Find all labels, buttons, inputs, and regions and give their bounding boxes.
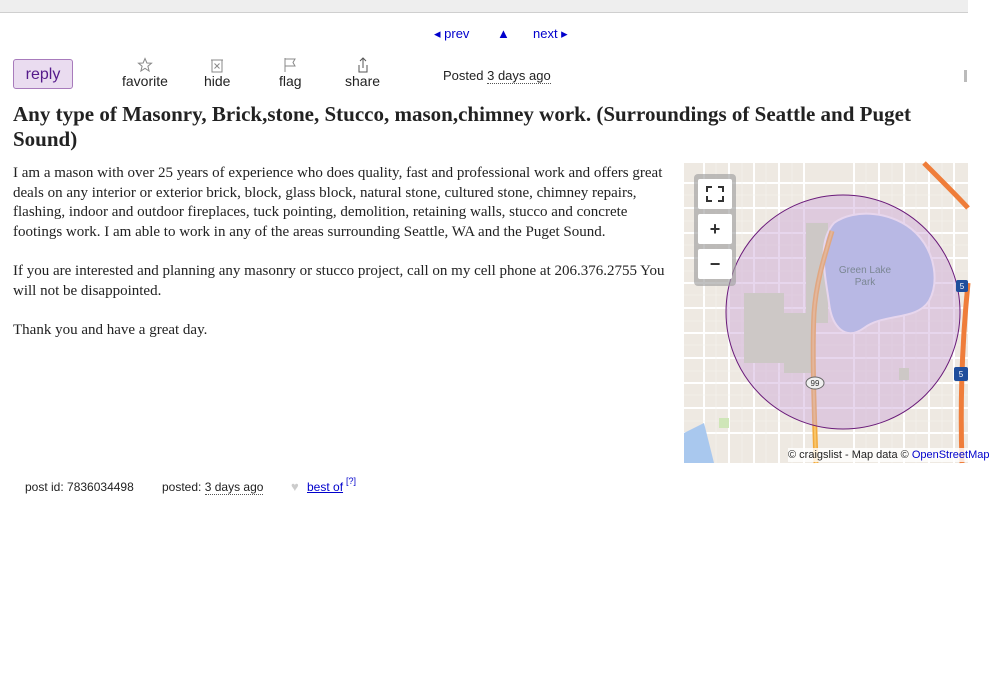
body-paragraph-2: If you are interested and planning any masonry or stucco project, call on my cell phone at 206.376.2755 You will not be disappointed. — [13, 262, 665, 299]
edge-marker — [964, 70, 967, 82]
fullscreen-icon — [698, 179, 732, 209]
hide-button[interactable] — [204, 57, 230, 89]
favorite-label: favorite — [122, 73, 168, 89]
lake-label-2: Park — [854, 277, 876, 288]
flag-label: flag — [279, 73, 302, 89]
heart-icon[interactable]: ♥ — [291, 479, 299, 494]
star-icon — [137, 57, 153, 73]
browser-top-bar — [0, 0, 968, 13]
posted-date-top — [443, 68, 551, 83]
lake-label-1: Green Lake — [838, 265, 892, 276]
map-zoom-in-button[interactable]: + — [698, 214, 732, 244]
footer-posted-label: posted: — [162, 480, 202, 494]
body-paragraph-3: Thank you and have a great day. — [13, 321, 208, 338]
route-5-shield-1: 5 — [959, 282, 965, 291]
route-99-shield: 99 — [810, 379, 820, 388]
posting-title-line1: Any type of Masonry, Brick,stone, Stucco, mason,chimney work. (Surroundings of Seattle and Puget — [13, 102, 911, 126]
share-icon — [355, 57, 371, 73]
share-button[interactable] — [345, 57, 380, 89]
route-5-shield-2: 5 — [958, 370, 964, 379]
map-attribution — [788, 448, 989, 462]
attribution-text: © craigslist - Map data © — [788, 449, 912, 461]
posting-title-line2: Sound) — [13, 127, 78, 151]
hide-label: hide — [204, 73, 231, 89]
next-link[interactable]: next ▸ — [533, 26, 568, 41]
footer-posted — [162, 480, 263, 494]
openstreetmap-link[interactable]: OpenStreetMap — [911, 449, 989, 461]
flag-button[interactable] — [279, 57, 302, 89]
body-paragraph-1: I am a mason with over 25 years of experience who does quality, fast and professional work and offers great deals on any interior or exterior brick, block, glass block, natural stone, cultured stone, chimney repairs, flashing, indoor and outdoor fireplaces, tuck pointing, demolition, retaining walls, stucco and concrete footings work. I am able to work in any of the areas surrounding Seattle, WA and the Puget Sound. — [13, 165, 663, 240]
best-of-link[interactable]: best of — [307, 480, 344, 494]
best-of-help-link[interactable]: [?] — [346, 476, 357, 486]
post-navigation — [0, 26, 968, 46]
map-zoom-out-button[interactable]: − — [698, 249, 732, 279]
share-label: share — [345, 73, 381, 89]
trash-x-icon — [209, 57, 225, 73]
post-id: post id: 7836034498 — [25, 480, 134, 494]
posted-label: Posted — [443, 68, 484, 83]
posting-body — [13, 164, 675, 360]
posted-when: 3 days ago — [487, 68, 551, 83]
footer-posted-when: 3 days ago — [204, 480, 264, 494]
map-fullscreen-button[interactable] — [698, 179, 732, 209]
prev-link[interactable]: ◂ prev — [434, 26, 470, 41]
up-link[interactable]: ▲ — [497, 26, 510, 41]
posting-title — [13, 102, 973, 152]
reply-button[interactable]: reply — [13, 59, 73, 89]
flag-icon — [282, 57, 298, 73]
favorite-button[interactable] — [122, 57, 168, 89]
